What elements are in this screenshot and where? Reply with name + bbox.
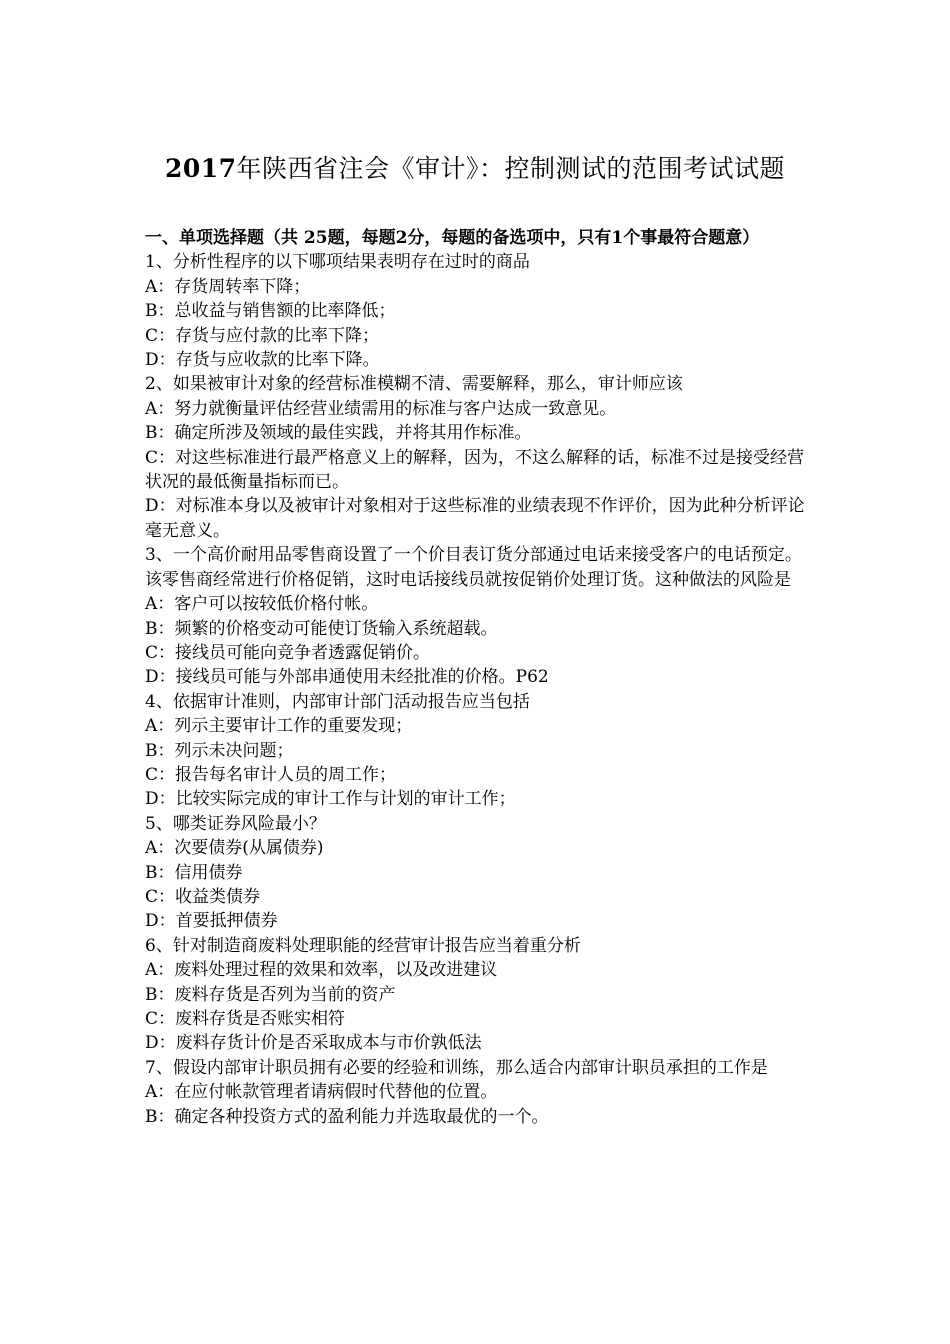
answer-option: B：列示未决问题； [145, 740, 294, 761]
answer-option: D：首要抵押债券 [145, 911, 278, 932]
answer-option: C：废料存货是否账实相符 [145, 1009, 346, 1029]
answer-option: C：存货与应付款的比率下降； [145, 325, 380, 346]
document-title [0, 152, 950, 186]
answer-option: B：废料存货是否列为当前的资产 [145, 984, 396, 1005]
title-text: 年陕西省注会《审计》：控制测试的范围考试试题 [236, 154, 786, 183]
answer-option: B：总收益与销售额的比率降低； [145, 301, 396, 322]
answer-option: D：废料存货计价是否采取成本与市价孰低法 [145, 1033, 482, 1054]
answer-option: C：收益类债券 [145, 886, 261, 907]
answer-option: C：报告每名审计人员的周工作； [145, 764, 397, 785]
question-stem: 4、依据审计准则，内部审计部门活动报告应当包括 [145, 691, 530, 712]
answer-option: D：存货与应收款的比率下降。 [145, 350, 380, 371]
answer-option: A：努力就衡量评估经营业绩需用的标准与客户达成一致意见。 [145, 398, 617, 419]
answer-option: A：在应付帐款管理者请病假时代替他的位置。 [145, 1082, 498, 1103]
section-heading: 一、单项选择题（共 25题，每题2分，每题的备选项中，只有1个事最符合题意） [145, 228, 760, 248]
answer-option: A：次要债券(从属债券) [145, 838, 324, 859]
question-list [145, 250, 809, 1129]
answer-option: B：确定所涉及领域的最佳实践，并将其用作标准。 [145, 423, 532, 444]
title-year: 2017 [164, 154, 237, 183]
question-stem: 6、针对制造商废料处理职能的经营审计报告应当着重分析 [145, 935, 581, 956]
question-stem: 5、哪类证券风险最小？ [145, 813, 326, 834]
answer-option: B：频繁的价格变动可能使订货输入系统超载。 [145, 618, 498, 639]
question-stem: 1、分析性程序的以下哪项结果表明存在过时的商品 [145, 252, 530, 273]
answer-option: A：废料处理过程的效果和效率，以及改进建议 [145, 960, 498, 981]
answer-option: C：对这些标准进行最严格意义上的解释，因为，不这么解释的话，标准不过是接受经营状况的最低衡量指标而已。 [145, 447, 805, 493]
answer-option: A：列示主要审计工作的重要发现； [145, 716, 413, 737]
answer-option: C：接线员可能向竞争者透露促销价。 [145, 642, 431, 663]
answer-option: A：客户可以按较低价格付帐。 [145, 594, 379, 615]
answer-option: D：比较实际完成的审计工作与计划的审计工作； [145, 789, 516, 810]
question-stem: 3、一个高价耐用品零售商设置了一个价目表订货分部通过电话来接受客户的电话预定。该零售商经常进行价格促销，这时电话接线员就按促销价处理订货。这种做法的风险是 [145, 545, 802, 590]
document-body [145, 226, 809, 1129]
question-stem: 7、假设内部审计职员拥有必要的经验和训练，那么适合内部审计职员承担的工作是 [145, 1057, 768, 1078]
answer-option: A：存货周转率下降； [145, 276, 311, 297]
answer-option: D：对标准本身以及被审计对象相对于这些标准的业绩表现不作评价，因为此种分析评论毫无意义。 [145, 496, 805, 541]
answer-option: B：信用债券 [145, 862, 243, 883]
answer-option: B：确定各种投资方式的盈利能力并选取最优的一个。 [145, 1106, 549, 1127]
answer-option: D：接线员可能与外部串通使用未经批准的价格。P62 [145, 667, 549, 688]
question-stem: 2、如果被审计对象的经营标准模糊不清、需要解释，那么，审计师应该 [145, 374, 683, 395]
